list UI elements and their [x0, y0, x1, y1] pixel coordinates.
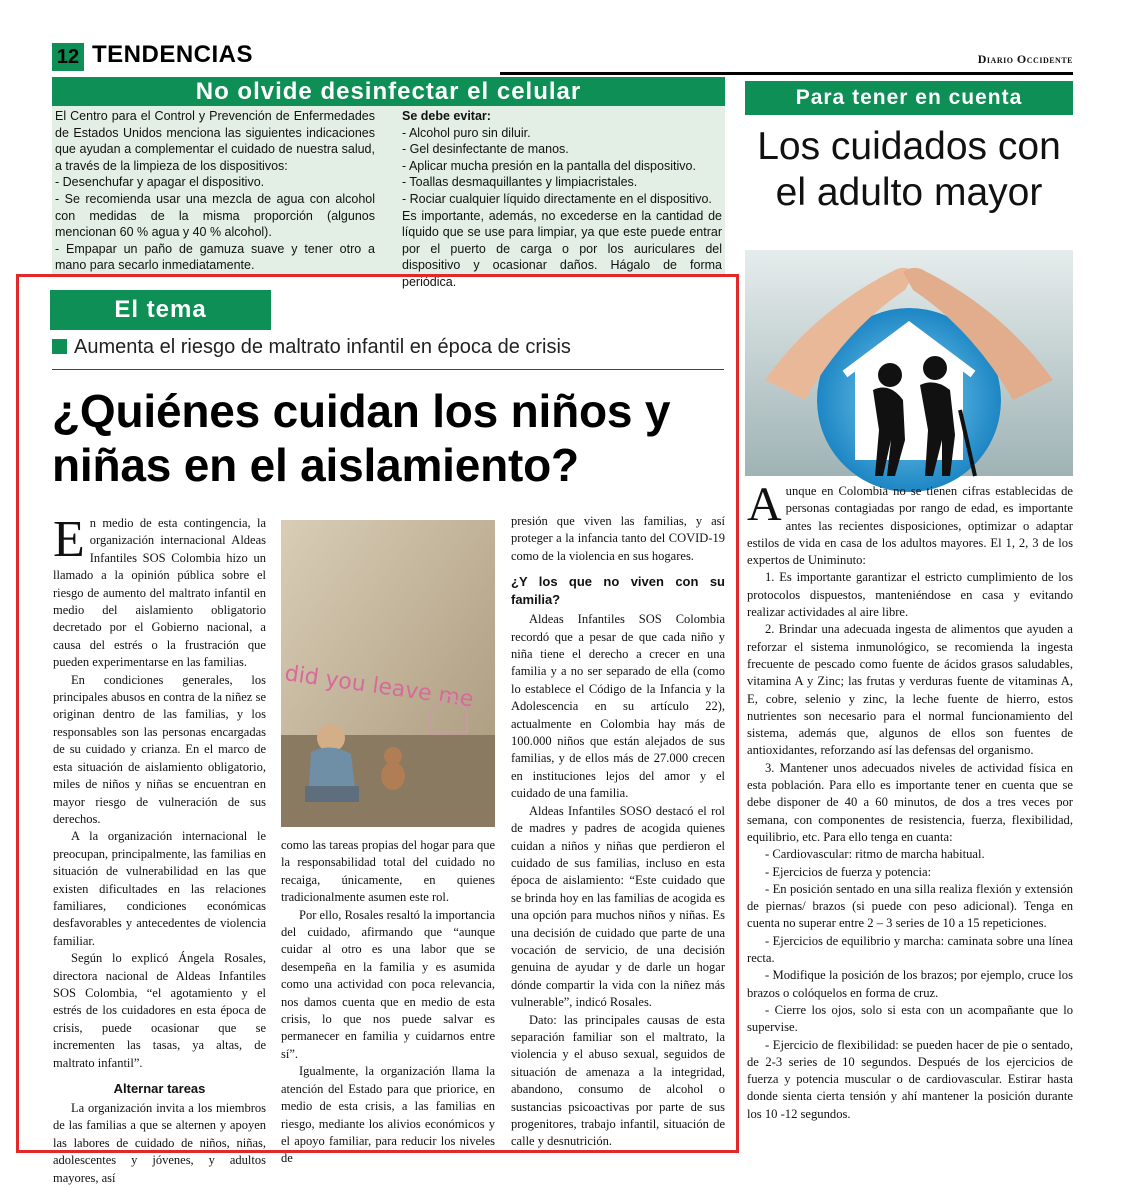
phone-box-paragraph: - Toallas desmaquillantes y limpiacristales. [402, 175, 638, 190]
adult-paragraph: - Modifique la posición de los brazos; por ejemplo, cruce los brazos o colóquelos en forma de cruz. [747, 968, 1073, 1000]
main-paragraph: Aldeas Infantiles SOS Colombia recordó que a pesar de que cada niño y niña tiene el derecho a crecer en una familia y a no ser separado de ella (como lo establece el Código de la Infancia y la Adolescencia en su artículo 22), actualmente en Colombia hay más de 100.000 niños que están alejados de sus familias, y de ellos más de 27.000 crecen en instituciones lejos del amor y el cuidado de una familia. [511, 612, 725, 801]
sad-child-illustration [281, 520, 495, 827]
page-number: 12 [52, 43, 84, 71]
main-paragraph: Por ello, Rosales resaltó la importancia del cuidado, afirmando que “aunque cuidar al otro es una labor que se desempeña en la familia y es asumida como una actividad con poca relevancia, nos damos cuenta que en medio de esta crisis, lo que nos puede salvar es permanecer en familia y cuidarnos entre sí”. [281, 907, 495, 1061]
adult-paragraph: - Ejercicios de equilibrio y marcha: caminata sobre una línea recta. [747, 933, 1073, 966]
wall-writing: did you leave me [283, 661, 475, 713]
adult-paragraph: 1. Es importante garantizar el estricto cumplimiento de los protocolos dispuestos, manteniéndose en casa y evitando realizar actividades al aire libre. [747, 570, 1073, 620]
main-banner: El tema [50, 290, 271, 330]
adult-paragraph: - Ejercicios de fuerza y potencia: [765, 864, 932, 879]
adult-title: Los cuidados con el adulto mayor [757, 125, 1061, 214]
green-square-icon [52, 339, 67, 354]
main-paragraph: A la organización internacional le preocupan, principalmente, las familias en situación de vulnerabilidad en las que existen dificultades en las relaciones familiares, condiciones económicas desfavorables y antecedentes de violencia familiar. [53, 829, 266, 948]
section-title: TENDENCIAS [92, 41, 254, 68]
main-paragraph: Aldeas Infantiles SOSO destacó el rol de madres y padres de acogida quienes cuidan a niños y niñas que perdieron el cuidado de sus familias, incluso en esta época de aislamiento: “Este cuidado que se brinda hoy en las familias de acogida es una opción para muchos niños y niñas. Es una decisión de cuidado que parte de una vocación de servicio, de una decisión genuina de ayudar y de darle un hogar dónde compartir la vida con la niñez más vulnerable”, indicó Rosales. [511, 803, 725, 1010]
phone-box-avoid-heading: Se debe evitar: [402, 109, 491, 123]
child-photo [281, 520, 495, 827]
adult-paragraph: 3. Mantener unos adecuados niveles de actividad física en esta población. Para ello es importante tener en cuenta que se debe disponer de 40 a 60 minutos, de dos a tres veces por semana, con componentes de resistencia, fuerza, flexibilidad, equilibrio, etc. Para ello tenga en cuanta: [747, 760, 1073, 844]
phone-box-paragraph: - Alcohol puro sin diluir. [402, 125, 531, 140]
main-column-3 [511, 513, 725, 1151]
elderly-couple-house-hands-illustration [745, 250, 1073, 476]
phone-box-paragraph: - Aplicar mucha presión en la pantalla del dispositivo. [402, 158, 696, 173]
adult-article-body [747, 478, 1073, 1123]
phone-box-title: No olvide desinfectar el celular [52, 77, 725, 106]
main-paragraph: como las tareas propias del hogar para que la responsabilidad total del cuidado no recaiga, únicamente, en quienes tradicionalmente asumen este rol. [281, 838, 495, 905]
adult-banner: Para tener en cuenta [745, 81, 1073, 115]
main-paragraph: presión que viven las familias, y así proteger a la infancia tanto del COVID-19 como de la violencia en sus hogares. [511, 514, 725, 563]
main-headline: ¿Quiénes cuidan los niños y niñas en el aislamiento? [52, 385, 671, 491]
phone-box-column-1 [55, 108, 375, 274]
adult-photo [745, 250, 1073, 476]
phone-box-paragraph: El Centro para el Control y Prevención de Enfermedades de Estados Unidos menciona las siguientes indicaciones que ayudan a complementar el cuidado de nuestra salud, a través de la limpieza de los dispositivos: [55, 109, 375, 173]
adult-paragraph: - Cierre los ojos, solo si esta con un acompañante que lo supervise. [747, 1002, 1073, 1035]
phone-box-paragraph: Es importante, además, no excederse en la cantidad de líquido que se use para limpiar, ya que este puede entrar por el puerto de carga o por los auriculares del dispositivo y ocasionar daños. Hágalo de forma periódica. [402, 208, 722, 289]
main-subtitle: ¿Y los que no viven con su familia? [511, 574, 725, 608]
main-subhead [52, 336, 571, 359]
phone-box-column-2 [402, 108, 722, 291]
header-rule [500, 72, 1073, 75]
adult-paragraph: - En posición sentado en una silla realiza flexión y extensión de piernas/ brazos (si puede con peso adicional). Tenga en cuenta no superar entre 2 – 3 series de 10 a 15 repeticiones. [747, 881, 1073, 931]
main-paragraph: Según lo explicó Ángela Rosales, directora nacional de Aldeas Infantiles SOS Colombia, “el agotamiento y el estrés de los cuidadores en esta época de crisis, puede ocasionar que se incrementen las tasas, ya altas, de maltrato infantil”. [53, 951, 266, 1070]
main-column-2 [281, 837, 495, 1168]
main-paragraph: Dato: las principales causas de esta separación familiar son el maltrato, la violencia y el abuso sexual, seguidos de situación de amenaza a la integridad, abandono, consumo de alcohol o sustancias psicoactivas por parte de sus progenitores, trabajo infantil, situación de calle y desnutrición. [511, 1012, 725, 1149]
drop-cap: A [747, 478, 782, 531]
adult-paragraph: 2. Brindar una adecuada ingesta de alimentos que ayuden a reforzar el sistema inmunológico, se recomienda la ingesta frecuente de pescado como fuente de ácidos grasos saludables, vitamina A y Zinc; las frutas y verduras fuente de vitaminas A, E, cobre, selenio y zinc, la leche fuente de hierro, estos nutrientes son necesario para el normal funcionamiento del sistema, además que, algunos de ellos son fuentes de antioxidantes, reforzando así las defensas del organismo. [747, 622, 1073, 758]
main-lead: n medio de esta contingencia, la organización internacional Aldeas Infantiles SOS Colombia hizo un llamado a la opinión pública sobre el riesgo de aumento del maltrato infantil en medio del aislamiento obligatorio decretado por el Gobierno nacional, a causa del estrés o la frustración que pueden experimentarse en las familias. [53, 516, 266, 670]
subhead-text: Aumenta el riesgo de maltrato infantil en época de crisis [74, 336, 571, 358]
main-paragraph: La organización invita a los miembros de las familias a que se alternen y apoyen las labores de cuidado de niños, niñas, adolescentes y jóvenes, y adultos mayores, así [53, 1101, 266, 1185]
adult-paragraph: - Cardiovascular: ritmo de marcha habitual. [765, 847, 985, 862]
adult-intro: unque en Colombia no se tienen cifras establecidas de personas contagiadas por rango de edad, es importante antes las recientes disposiciones, optimizar o adaptar estilos de vida en casa de los adultos mayores. El 1, 2, 3 de los expertos de Uniminuto: [747, 484, 1073, 568]
main-subtitle: Alternar tareas [113, 1081, 206, 1096]
phone-box-paragraph: - Se recomienda usar una mezcla de agua con alcohol con medidas de la misma proporción (algunos mencionan 60 % agua y 40 % alcohol). [55, 191, 375, 240]
phone-box-paragraph: - Rociar cualquier líquido directamente en el dispositivo. [402, 191, 712, 206]
main-paragraph: Igualmente, la organización llama la atención del Estado para que priorice, en medio de esta crisis, a las familias en riesgo, mediante los alivios económicos y el apoyo familiar, para reducir los niveles de [281, 1064, 495, 1166]
main-paragraph: En condiciones generales, los principales abusos en contra de la niñez se originan dentro de las familias, y los responsables son las personas encargadas de su cuidado y crianza. En el marco de esta situación de aislamiento obligatorio, miles de niños y niñas se encuentran en mayor riesgo de vulneración de sus derechos. [53, 672, 266, 826]
phone-box-paragraph: - Empapar un paño de gamuza suave y tener otro a mano para secarlo inmediatamente. [55, 241, 375, 273]
adult-paragraph: - Ejercicio de flexibilidad: se pueden hacer de pie o sentado, de 2-3 series de 10 segundos. Después de los ejercicios de fuerza y potencia muscular o de cardiovascular. Estirar hasta donde sienta cierta tensión y ahí mantener la posición durante los 10 -12 segundos. [747, 1037, 1073, 1121]
phone-box-paragraph: - Desenchufar y apagar el dispositivo. [55, 175, 265, 190]
newspaper-name: Diario Occidente [977, 52, 1073, 66]
main-column-1 [53, 511, 266, 1187]
phone-box-paragraph: - Gel desinfectante de manos. [402, 142, 569, 157]
drop-cap: E [53, 511, 85, 568]
subhead-rule [52, 369, 724, 370]
